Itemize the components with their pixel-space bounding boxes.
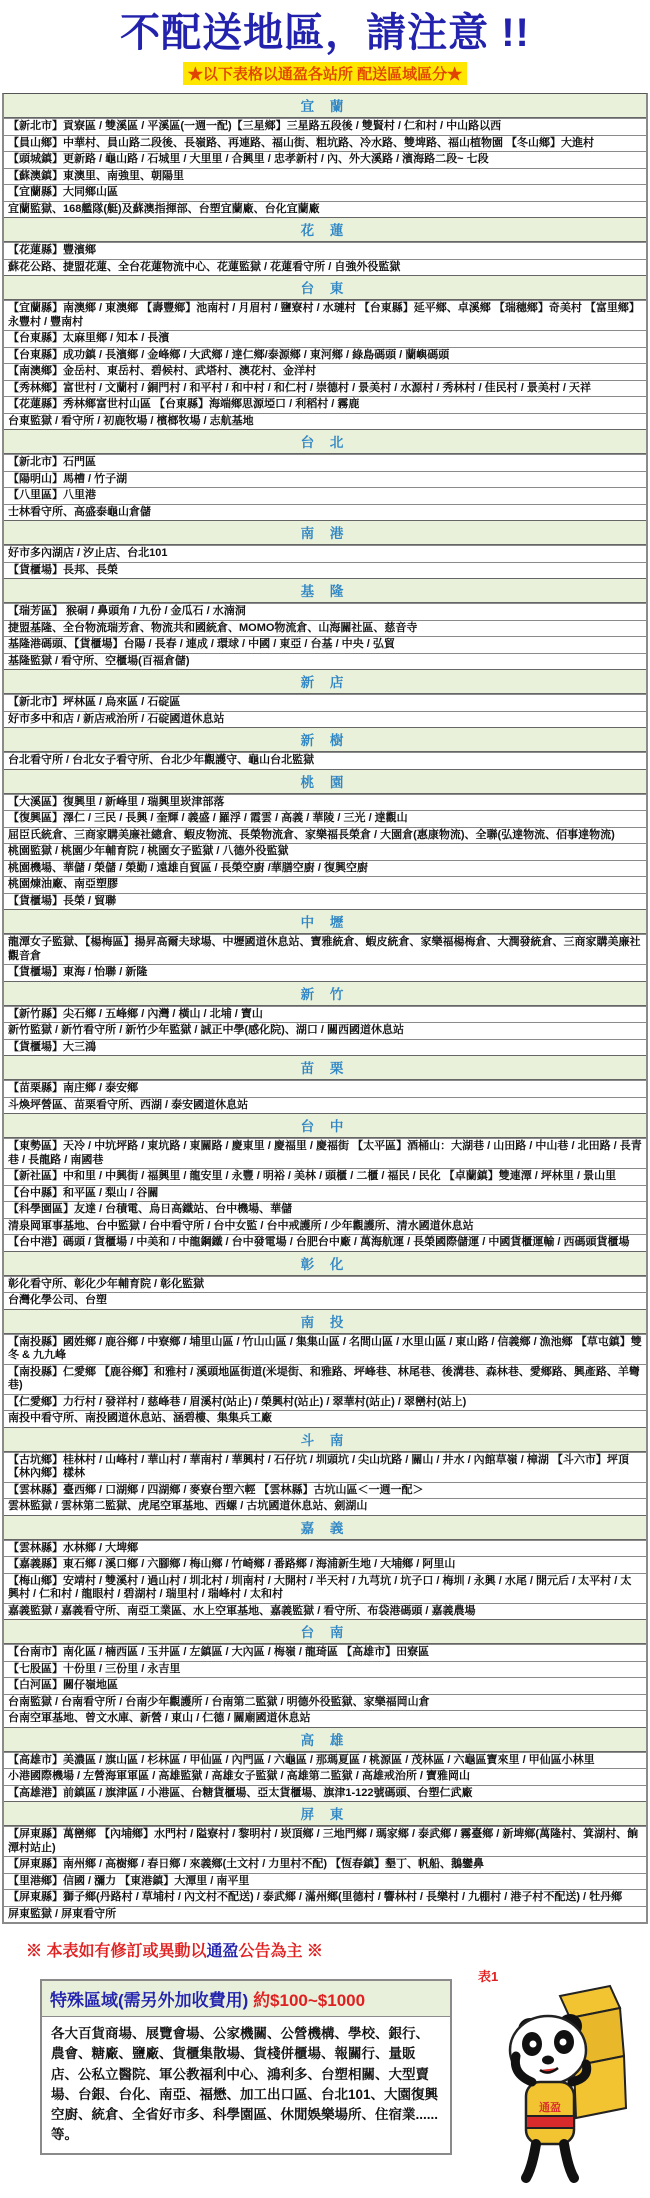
notice-prefix: ※ 本表如有修訂或異動以 [26,1943,207,1960]
table-row: 【南投縣】仁愛鄉 【鹿谷鄉】和雅村 / 溪頭地區街道(米堤街、和雅路、坪峰巷、林尾巷、後溝巷、森林巷、愛鄉路、興產路、羊彎巷) [4,1364,646,1394]
table-row: 【員山鄉】中華村、員山路二段後、長嶺路、再連路、福山街、粗坑路、冷水路、雙埤路、福山植物園 【冬山鄉】大進村 [4,135,646,152]
table-row: 【屏東縣】獅子鄉(丹路村 / 草埔村 / 內文村不配送) / 泰武鄉 / 滿州鄉(里德村 / 響林村 / 長樂村 / 九棚村 / 港子村不配送) / 牡丹鄉 [4,1889,646,1906]
table-row: 【貨櫃場】長榮 / 貿聯 [4,893,646,910]
notice-suffix: 公告為主 ※ [238,1943,323,1960]
table-row: 【秀林鄉】富世村 / 文蘭村 / 銅門村 / 和平村 / 和中村 / 和仁村 / 崇德村 / 景美村 / 水源村 / 秀林村 / 佳民村 / 景美村 / 天祥 [4,380,646,397]
panda-mascot-illustration [482,1978,632,2193]
table-row: 【里港鄉】信國 / 瀰力 【東港鎮】大潭里 / 南平里 [4,1873,646,1890]
table-row: 桃園監獄 / 桃園少年輔育院 / 桃園女子監獄 / 八德外役監獄 [4,843,646,860]
table-row: 龍潭女子監獄、【楊梅區】揚昇高爾夫球場、中壢國道休息站、寶雅統倉、蝦皮統倉、家樂福楊梅倉、大潤發統倉、三商家購美廉社觀音倉 [4,934,646,964]
table-row: 宜蘭監獄、168艦隊(艇)及蘇澳指揮部、台塑宜蘭廠、台化宜蘭廠 [4,201,646,218]
table-row: 【科學園區】友達 / 台積電、烏日高鐵站、台中機場、華儲 [4,1201,646,1218]
table-row: 基隆監獄 / 看守所、空櫃場(百福倉儲) [4,653,646,670]
table-row: 【台中縣】和平區 / 梨山 / 谷關 [4,1185,646,1202]
svg-text:通盈: 通盈 [539,2102,561,2114]
banner-wrap [0,62,650,85]
table-row: 士林看守所、高盛泰龜山倉儲 [4,504,646,521]
table-row: 【花蓮縣】豐濱鄉 [4,242,646,259]
table-row: 【蘇澳鎮】東澳里、南強里、朝陽里 [4,168,646,185]
table-row: 【瑞芳區】 猴硐 / 鼻頭角 / 九份 / 金瓜石 / 水湳洞 [4,603,646,620]
table-row: 【南澳鄉】金岳村、東岳村、碧候村、武塔村、澳花村、金洋村 [4,363,646,380]
table-row: 【南投縣】國姓鄉 / 鹿谷鄉 / 中寮鄉 / 埔里山區 / 竹山山區 / 集集山區 / 名間山區 / 水里山區 / 東山路 / 信義鄉 / 漁池鄉 【草屯鎮】雙冬 & 九九峰 [4,1334,646,1364]
table-row: 【屏東縣】萬巒鄉 【內埔鄉】水門村 / 隘寮村 / 黎明村 / 崁頂鄉 / 三地門鄉 / 瑪家鄉 / 泰武鄉 / 霧臺鄉 / 新埤鄉(萬隆村、箕湖村、餉潭村站止) [4,1826,646,1856]
table-row: 【白河區】關仔嶺地區 [4,1677,646,1694]
section-header: 新 店 [4,669,646,694]
table-row: 南投中看守所、南投國道休息站、涵碧樓、集集兵工廠 [4,1410,646,1427]
table-row: 台東監獄 / 看守所 / 初鹿牧場 / 檳榔牧場 / 志航基地 [4,413,646,430]
table-row: 【台東縣】成功鎮 / 長濱鄉 / 金峰鄉 / 大武鄉 / 達仁鄉/泰源鄉 / 東河鄉 / 綠島碼頭 / 蘭嶼碼頭 [4,347,646,364]
table-row: 桃園煉油廠、南亞塑膠 [4,876,646,893]
section-header: 台 南 [4,1619,646,1644]
table-row: 彰化看守所、彰化少年輔育院 / 彰化監獄 [4,1276,646,1293]
table-row: 【頭城鎮】更新路 / 龜山路 / 石城里 / 大里里 / 合興里 / 忠孝新村 / 內、外大溪路 / 濱海路二段~ 七段 [4,151,646,168]
table-row: 【台南市】南化區 / 楠西區 / 玉井區 / 左鎮區 / 大內區 / 梅嶺 / 龍琦區 【高雄市】田寮區 [4,1644,646,1661]
table-row: 好市多內湖店 / 汐止店、台北101 [4,545,646,562]
revision-notice [26,1938,650,1961]
table-row: 【台東縣】太麻里鄉 / 知本 / 長濱 [4,330,646,347]
section-header: 屏 東 [4,1801,646,1826]
table-row: 【台中港】碼頭 / 貨櫃場 / 中美和 / 中龍鋼鐵 / 台中發電場 / 台肥台中廠 / 萬海航運 / 長榮國際儲運 / 中國貨櫃運輸 / 西碼頭貨櫃場 [4,1234,646,1251]
section-header: 基 隆 [4,578,646,603]
page-title: 不配送地區，請注意 !! [120,11,530,55]
special-area-title: 特殊區域(需另外加收費用) [50,1991,249,2010]
table-row: 基隆港碼頭、【貨櫃場】台陽 / 長春 / 連成 / 環球 / 中國 / 東亞 / 台基 / 中央 / 弘貿 [4,636,646,653]
banner-note: ★以下表格以通盈各站所 配送區域區分★ [183,62,467,85]
section-header: 斗 南 [4,1427,646,1452]
special-area-header [42,1981,450,2017]
table-row: 屈臣氏統倉、三商家購美廉社總倉、蝦皮物流、長榮物流倉、家樂福長榮倉 / 大園倉(惠康物流)、全聯(弘達物流、佰事達物流) [4,827,646,844]
section-header: 宜 蘭 [4,94,646,118]
section-header: 南 投 [4,1309,646,1334]
table-row: 【貨櫃場】大三鴻 [4,1039,646,1056]
table-row: 嘉義監獄 / 嘉義看守所、南亞工業區、水上空軍基地、嘉義監獄 / 看守所、布袋港碼頭 / 嘉義農場 [4,1603,646,1620]
no-delivery-table [2,93,648,1924]
table-row: 新竹監獄 / 新竹看守所 / 新竹少年監獄 / 誠正中學(感化院)、湖口 / 關西國道休息站 [4,1022,646,1039]
table-row: 【東勢區】天冷 / 中坑坪路 / 東坑路 / 東關路 / 慶東里 / 慶福里 / 慶福街 【太平區】酒桶山：大湖巷 / 山田路 / 中山巷 / 北田路 / 長青巷 / 長龍路 / 南國巷 [4,1138,646,1168]
table-row: 【梅山鄉】安靖村 / 雙溪村 / 過山村 / 圳北村 / 圳南村 / 大開村 / 半天村 / 九芎坑 / 坑子口 / 梅圳 / 永興 / 水尾 / 開元后 / 太平村 / 太興村 / 仁和村 / 龍眼村 / 碧湖村 / 瑞里村 / 瑞峰村 / 太和村 [4,1573,646,1603]
table-row: 【貨櫃場】長邦、長榮 [4,562,646,579]
table-row: 【嘉義縣】東石鄉 / 溪口鄉 / 六腳鄉 / 梅山鄉 / 竹崎鄉 / 番路鄉 / 海浦新生地 / 大埔鄉 / 阿里山 [4,1556,646,1573]
table-row: 【宜蘭縣】南澳鄉 / 東澳鄉 【壽豐鄉】池南村 / 月眉村 / 鹽寮村 / 水璉村 【台東縣】延平鄉、卓溪鄉 【瑞穗鄉】奇美村 【富里鄉】永豐村 / 豐南村 [4,300,646,330]
footer [0,1938,650,2198]
section-header: 高 雄 [4,1727,646,1752]
table-row: 蘇花公路、捷盟花蓮、全台花蓮物流中心、花蓮監獄 / 花蓮看守所 / 自強外役監獄 [4,259,646,276]
section-header: 嘉 義 [4,1515,646,1540]
section-header: 新 樹 [4,727,646,752]
table-row: 【雲林縣】臺西鄉 / 口湖鄉 / 四湖鄉 / 麥寮台塑六輕 【雲林縣】古坑山區＜一週一配＞ [4,1482,646,1499]
section-header: 中 壢 [4,909,646,934]
table-row: 台南監獄 / 台南看守所 / 台南少年觀護所 / 台南第二監獄 / 明德外役監獄、家樂福岡山倉 [4,1694,646,1711]
table-row: 好市多中和店 / 新店戒治所 / 石碇國道休息站 [4,711,646,728]
table-row: 【古坑鄉】桂林村 / 山峰村 / 華山村 / 華南村 / 華興村 / 石仔坑 / 圳頭坑 / 尖山坑路 / 關山 / 井水 / 內館草嶺 / 樟湖 【斗六市】坪頂 【林內鄉】樣林 [4,1452,646,1482]
table-row: 【大溪區】復興里 / 新峰里 / 瑞興里崁津部落 [4,794,646,811]
notice-brand: 通盈 [206,1943,239,1960]
table-row: 捷盟基隆、全台物流瑞芳倉、物流共和國統倉、MOMO物流倉、山海關社區、慈音寺 [4,620,646,637]
table-row: 【屏東縣】南州鄉 / 高樹鄉 / 春日鄉 / 來義鄉(土文村 / 力里村不配) 【恆春鎮】墾丁、帆船、鵝鑾鼻 [4,1856,646,1873]
table-row: 桃園機場、華儲 / 榮儲 / 榮勤 / 遠雄自貿區 / 長榮空廚 /華膳空廚 / 復興空廚 [4,860,646,877]
table-label: 表1 [478,1969,499,1984]
table-row: 【高雄港】前鎮區 / 旗津區 / 小港區、台糖貨櫃場、亞太貨櫃場、旗津1-122號碼頭、台塑仁武廠 [4,1785,646,1802]
table-row: 【新社區】中和里 / 中興街 / 福興里 / 龍安里 / 永豐 / 明裕 / 美林 / 頭櫃 / 二櫃 / 福民 / 民化 【卓蘭鎮】雙連潭 / 坪林里 / 景山里 [4,1168,646,1185]
table-row: 【貨櫃場】東海 / 怡聯 / 新隆 [4,964,646,981]
table-row: 【七股區】十份里 / 三份里 / 永吉里 [4,1661,646,1678]
table-row: 清泉岡軍事基地、台中監獄 / 台中看守所 / 台中女監 / 台中戒護所 / 少年觀護所、清水國道休息站 [4,1218,646,1235]
special-area-price: 約$100~$1000 [253,1991,366,2010]
section-header: 花 蓮 [4,217,646,242]
special-area-body: 各大百貨商場、展覽會場、公家機關、公營機構、學校、銀行、農會、糖廠、鹽廠、貨櫃集散場、貨棧併櫃場、報關行、量販店、公私立醫院、軍公教福利中心、鴻利多、台塑相關、大型賣場、台銀、台化、南亞、福懋、加工出口區、台北101、大園復興空廚、統倉、全省好市多、科學園區、休閒娛樂場所、住宿業......等。 [51,2026,439,2143]
table-row: 【雲林縣】水林鄉 / 大埤鄉 [4,1540,646,1557]
section-header: 台 北 [4,429,646,454]
page [0,10,650,2198]
table-row: 【新北市】貢寮區 / 雙溪區 / 平溪區(一週一配)【三星鄉】三星路五段後 / 雙賢村 / 仁和村 / 中山路以西 [4,118,646,135]
table-row: 【八里區】八里港 [4,487,646,504]
table-row: 【復興區】澤仁 / 三民 / 長興 / 奎輝 / 義盛 / 羅浮 / 霞雲 / 高義 / 華陵 / 三光 / 達觀山 [4,810,646,827]
section-header: 桃 園 [4,769,646,794]
section-header: 新 竹 [4,981,646,1006]
table-row: 【新北市】坪林區 / 烏來區 / 石碇區 [4,694,646,711]
table-row: 雲林監獄 / 雲林第二監獄、虎尾空軍基地、西螺 / 古坑國道休息站、劍湖山 [4,1498,646,1515]
table-row: 【苗栗縣】南庄鄉 / 泰安鄉 [4,1080,646,1097]
special-area-box [40,1979,452,2155]
table-row: 【花蓮縣】秀林鄉富世村山區 【台東縣】海端鄉思源埡口 / 利稻村 / 霧鹿 [4,396,646,413]
table-row: 【陽明山】馬槽 / 竹子湖 [4,471,646,488]
table-row: 【宜蘭縣】大同鄉山區 [4,184,646,201]
table-row: 【新北市】石門區 [4,454,646,471]
table-row: 【新竹縣】尖石鄉 / 五峰鄉 / 內灣 / 橫山 / 北埔 / 寶山 [4,1006,646,1023]
table-row: 斗煥坪營區、苗栗看守所、西湖 / 泰安國道休息站 [4,1097,646,1114]
table-row: 台灣化學公司、台塑 [4,1292,646,1309]
section-header: 苗 栗 [4,1055,646,1080]
section-header: 彰 化 [4,1251,646,1276]
table-row: 屏東監獄 / 屏東看守所 [4,1906,646,1923]
table-row: 台南空軍基地、曾文水庫、新營 / 東山 / 仁德 / 關廟國道休息站 [4,1710,646,1727]
table-row: 【高雄市】美濃區 / 旗山區 / 杉林區 / 甲仙區 / 內門區 / 六龜區 / 那瑪夏區 / 桃源區 / 茂林區 / 六龜區寶來里 / 甲仙區小林里 [4,1752,646,1769]
section-header: 南 港 [4,520,646,545]
table-row: 小港國際機場 / 左營海軍軍區 / 高雄監獄 / 高雄女子監獄 / 高雄第二監獄 / 高雄戒治所 / 寶雅岡山 [4,1768,646,1785]
table-row: 台北看守所 / 台北女子看守所、台北少年觀護守、龜山台北監獄 [4,752,646,769]
section-header: 台 中 [4,1113,646,1138]
table-row: 【仁愛鄉】力行村 / 發祥村 / 慈峰巷 / 眉溪村(站止) / 榮興村(站止) / 翠華村(站止) / 翠巒村(站上) [4,1394,646,1411]
section-header: 台 東 [4,275,646,300]
